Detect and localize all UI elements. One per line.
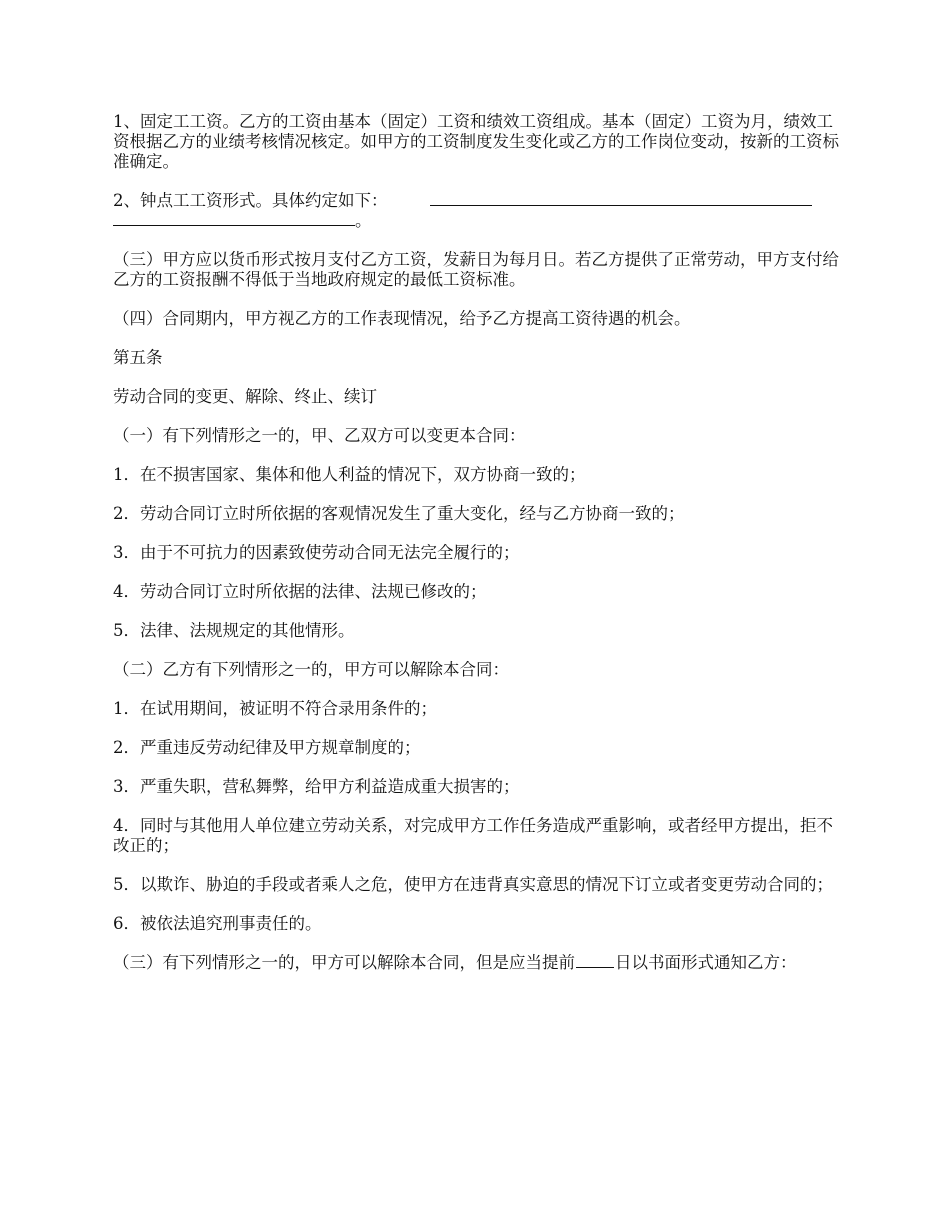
paragraph-hourly-wage bbox=[113, 191, 843, 231]
notice-tail: 日以书面形式通知乙方： bbox=[615, 953, 797, 972]
section-change-item: 3．由于不可抗力的因素致使劳动合同无法完全履行的； bbox=[113, 543, 520, 562]
section-dismissal-item: 1．在试用期间，被证明不符合录用条件的； bbox=[113, 699, 437, 718]
days-blank-line bbox=[576, 953, 614, 968]
fill-in-blank-line-continued bbox=[113, 211, 355, 226]
paragraph-fixed-wage: 1、固定工工资。乙方的工资由基本（固定）工资和绩效工资组成。基本（固定）工资为月，绩效工资根据乙方的业绩考核情况核定。如甲方的工资制度发生变化或乙方的工作岗位变动，按新的工资标准确定。 bbox=[113, 112, 839, 171]
hourly-wage-end: 。 bbox=[355, 211, 372, 230]
section-dismissal-item: 6．被依法追究刑事责任的。 bbox=[113, 914, 322, 933]
article-title: 劳动合同的变更、解除、终止、续订 bbox=[113, 387, 377, 406]
section-dismissal-item: 5．以欺诈、胁迫的手段或者乘人之危，使甲方在违背真实意思的情况下订立或者变更劳动合同的； bbox=[113, 875, 833, 894]
article-number: 第五条 bbox=[113, 348, 163, 367]
section-notice-title bbox=[113, 953, 843, 973]
section-change-item: 1．在不损害国家、集体和他人利益的情况下，双方协商一致的； bbox=[113, 465, 586, 484]
document-body bbox=[113, 112, 843, 992]
section-dismissal-title: （二）乙方有下列情形之一的，甲方可以解除本合同： bbox=[113, 660, 509, 679]
notice-lead: （三）有下列情形之一的，甲方可以解除本合同，但是应当提前 bbox=[113, 953, 575, 972]
section-change-item: 2．劳动合同订立时所依据的客观情况发生了重大变化，经与乙方协商一致的； bbox=[113, 504, 685, 523]
section-change-item: 4．劳动合同订立时所依据的法律、法规已修改的； bbox=[113, 582, 487, 601]
section-dismissal-item: 2．严重违反劳动纪律及甲方规章制度的； bbox=[113, 738, 421, 757]
section-dismissal-item: 4．同时与其他用人单位建立劳动关系，对完成甲方工作任务造成严重影响，或者经甲方提出，拒不改正的； bbox=[113, 816, 833, 855]
fill-in-blank-line bbox=[430, 191, 812, 206]
paragraph-payment: （三）甲方应以货币形式按月支付乙方工资，发薪日为每月日。若乙方提供了正常劳动，甲方支付给乙方的工资报酬不得低于当地政府规定的最低工资标准。 bbox=[113, 250, 839, 289]
section-dismissal-item: 3．严重失职，营私舞弊，给甲方利益造成重大损害的； bbox=[113, 777, 520, 796]
paragraph-raise: （四）合同期内，甲方视乙方的工作表现情况，给予乙方提高工资待遇的机会。 bbox=[113, 309, 691, 328]
section-change-item: 5．法律、法规规定的其他情形。 bbox=[113, 621, 355, 640]
hourly-wage-lead: 2、钟点工工资形式。具体约定如下： bbox=[113, 191, 388, 210]
section-change-title: （一）有下列情形之一的，甲、乙双方可以变更本合同： bbox=[113, 426, 526, 445]
